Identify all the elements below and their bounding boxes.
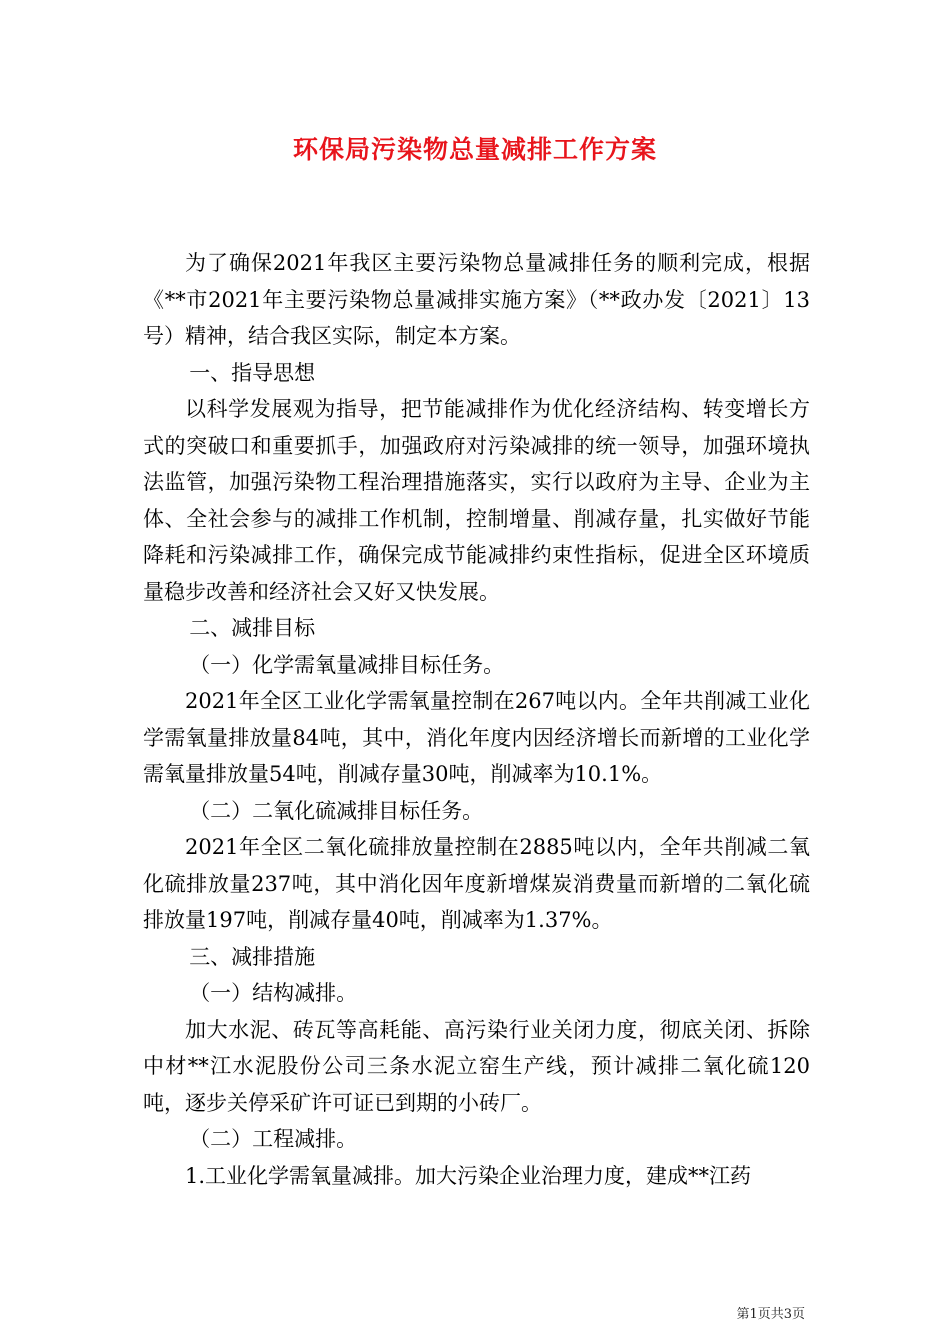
subsection-heading: （二）二氧化硫减排目标任务。: [189, 798, 484, 823]
subsection-heading: （一）结构减排。: [189, 981, 358, 1005]
section-heading: 二、减排目标: [189, 616, 316, 640]
paragraph: 加大水泥、砖瓦等高耗能、高污染行业关闭力度，彻底关闭、拆除中材**江水泥股份公司三条水泥立窑生产线，预计减排二氧化硫120吨，逐步关停采矿许可证已到期的小砖厂。: [143, 1017, 810, 1115]
paragraph: 2021年全区二氧化硫排放量控制在2885吨以内，全年共削减二氧化硫排放量237吨，其中消化因年度新增煤炭消费量而新增的二氧化硫排放量197吨，削减存量40吨，削减率为1.37%。: [143, 835, 810, 932]
document-body: [143, 245, 810, 1194]
paragraph: 2021年全区工业化学需氧量控制在267吨以内。全年共削减工业化学需氧量排放量84吨，其中，消化年度内因经济增长而新增的工业化学需氧量排放量54吨，削减存量30吨，削减率为10.1%。: [143, 689, 810, 786]
page-number: 第1页共3页: [736, 1307, 805, 1322]
subsection-heading: （二）工程减排。: [189, 1127, 358, 1151]
document-title: 环保局污染物总量减排工作方案: [292, 135, 657, 164]
paragraph: 以科学发展观为指导，把节能减排作为优化经济结构、转变增长方式的突破口和重要抓手，加强政府对污染减排的统一领导，加强环境执法监管，加强污染物工程治理措施落实，实行以政府为主导、企业为主体、全社会参与的减排工作机制，控制增量、削减存量，扎实做好节能降耗和污染减排工作，确保完成节能减排约束性指标，促进全区环境质量稳步改善和经济社会又好又快发展。: [143, 397, 810, 604]
paragraph: 为了确保2021年我区主要污染物总量减排任务的顺利完成，根据《**市2021年主要污染物总量减排实施方案》（**政办发〔2021〕13号）精神，结合我区实际，制定本方案。: [143, 251, 810, 348]
section-heading: 一、指导思想: [189, 360, 316, 385]
section-heading: 三、减排措施: [189, 944, 316, 969]
subsection-heading: （一）化学需氧量减排目标任务。: [189, 652, 505, 677]
paragraph: 1.工业化学需氧量减排。加大污染企业治理力度，建成**江药: [185, 1163, 752, 1188]
